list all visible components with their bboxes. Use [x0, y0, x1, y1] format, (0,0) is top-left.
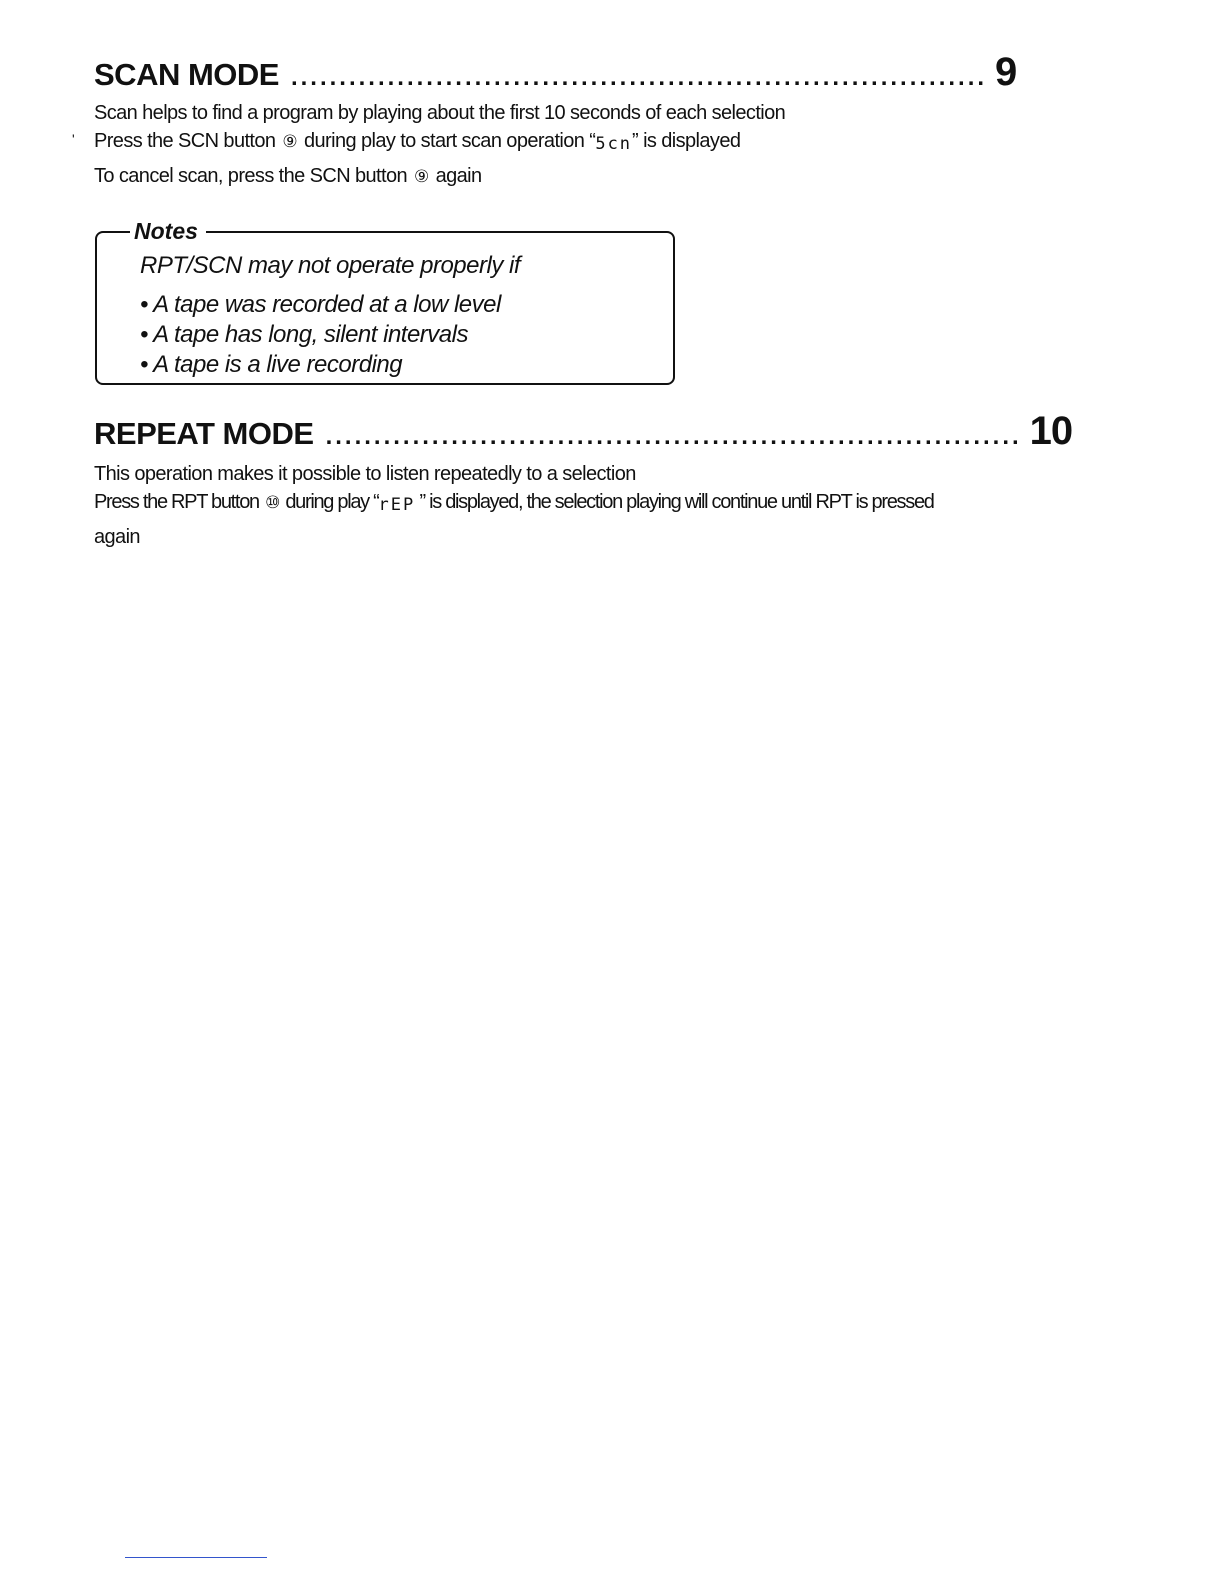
notes-item: • A tape was recorded at a low level: [140, 291, 501, 318]
scan-description-line-1: Scan helps to find a program by playing about the first 10 seconds of each selection: [94, 102, 786, 124]
repeat-mode-title: REPEAT MODE: [94, 416, 314, 451]
notes-item: • A tape is a live recording: [140, 351, 403, 378]
scan-mode-heading: [94, 50, 1017, 95]
scn-button-number: ⑨: [282, 132, 298, 151]
scan-mode-page-number: 9: [995, 50, 1017, 94]
scan-mode-title: SCAN MODE: [94, 57, 279, 92]
notes-item: • A tape has long, silent intervals: [140, 321, 468, 348]
repeat-description-line-2: Press the RPT button ⑩ during play “rEP ” is displayed, the selection playing will continue until RPT is pressed: [94, 491, 934, 515]
rpt-button-number: ⑩: [265, 493, 280, 512]
scan-description-line-3: To cancel scan, press the SCN button ⑨ again: [94, 165, 482, 187]
scan-description-line-2: Press the SCN button ⑨ during play to start scan operation “5cn” is displayed: [94, 130, 741, 154]
margin-mark: ': [72, 131, 75, 147]
notes-intro: RPT/SCN may not operate properly if: [140, 252, 520, 279]
repeat-mode-heading: [94, 409, 1073, 454]
repeat-mode-dot-leader: ........................................................................: [325, 423, 1022, 450]
repeat-display-readout: rEP: [378, 495, 416, 515]
repeat-description-line-3: again: [94, 526, 140, 548]
repeat-description-line-1: This operation makes it possible to listen repeatedly to a selection: [94, 463, 636, 485]
repeat-mode-page-number: 10: [1029, 409, 1073, 453]
scan-mode-dot-leader: ........................................................................: [290, 64, 988, 91]
scn-button-number: ⑨: [414, 167, 429, 186]
notes-label: Notes: [130, 218, 206, 245]
footer-rule: [125, 1557, 267, 1558]
scan-display-readout: 5cn: [595, 134, 633, 154]
